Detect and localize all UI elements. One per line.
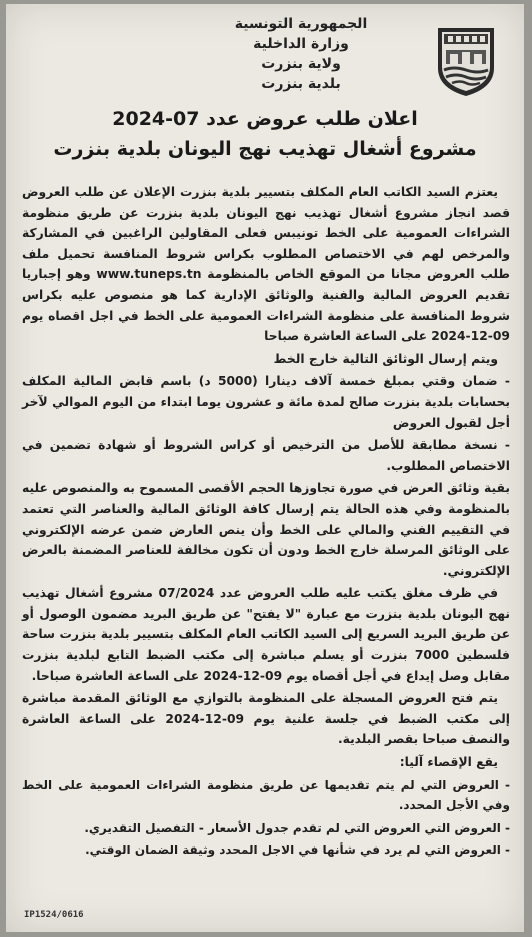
tender-number-title: اعلان طلب عروض عدد 07-2024	[112, 108, 418, 130]
municipality-coat-of-arms-icon	[434, 24, 498, 98]
republic-name: الجمهورية التونسية	[234, 16, 368, 32]
intro-paragraph: يعتزم السيد الكاتب العام المكلف بتسيير بلدية بنزرت الإعلان عن طلب العروض قصد انجاز مشروع أشغال تهذيب نهج اليونان بلدية بنزرت عن طريق منظومة الشراءات العمومية على الخط تونيبس فعلى المقاولين الراغبين في المشاركة والمرخص لهم في الاختصاص المطلوب بكراس شروط المنافسة تحميل ملف طلب العروض مجانا من الموقع الخاص بالمنظومة www.tuneps.tn وهو إجباريا تقديم العروض المالية والفنية والوثائق الإدارية كما هو منصوص عليه بكراس شروط المنافسة على منظومة الشراءات العمومية على الخط في اجل اقصاه يوم 09-12-2024 على الساعة العاشرة صباحا	[22, 185, 510, 344]
ministry-name: وزارة الداخلية	[253, 36, 349, 52]
notice-title	[16, 104, 514, 164]
license-copy-item: - نسخة مطابقة للأصل من الترخيص أو كراس الشروط أو شهادة تضمين في الاختصاص المطلوب.	[22, 438, 510, 473]
opening-session-paragraph: يتم فتح العروض المسجلة على المنظومة بالتوازي مع الوثائق المقدمة مباشرة إلى مكتب الضبط في جلسة علنية يوم 09-12-2024 على الساعة العاشرة والنصف صباحا بقصر البلدية.	[22, 691, 511, 747]
notice-body	[22, 182, 510, 863]
remaining-documents-paragraph: بقية وثائق العرض في صورة تجاوزها الحجم الأقصى المسموح به والمنصوص عليه بالمنظومة وفي هذه الحالة يتم إرسال كافة الوثائق المالية والعناصر التي تعتمد في التقييم الفني والمالي على الخط وأن ينص العارض ضمن عرضه الإلكتروني على الوثائق المرسلة خارج الخط ودون أن تكون مخالفة للعناصر المضمنة بالعرض الإلكتروني.	[22, 481, 510, 578]
exclusion-item-1: - العروض التي لم يتم تقديمها عن طريق منظومة الشراءات العمومية على الخط وفي الأجل المحدد.	[22, 777, 510, 813]
submission-paragraph: في ظرف مغلق يكتب عليه طلب العروض عدد 07/2024 مشروع أشغال تهذيب نهج اليونان بلدية بنزرت مع عبارة "لا يفتح" عن طريق البريد مضمون الوصول أو عن طريق البريد السريع إلى السيد الكاتب العام المكلف بتسيير بلدية بنزرت ساحة فلسطين 7000 بنزرت أو يسلم مباشرة إلى مكتب الضبط التابع لبلدية بنزرت مقابل وصل إيداع في أجل أقصاه يوم 09-12-2024 على الساعة العاشرة صباحا.	[22, 586, 510, 683]
issuer-header	[196, 14, 406, 94]
guarantee-item: - ضمان وقتي بمبلغ خمسة آلاف دينارا (5000 د) باسم قابض المالية المكلف بحسابات بلدية بنزرت صالح لمدة مائة و عشرون يوما ابتداء من اليوم الموالي لآخر أجل لقبول العروض	[22, 374, 510, 430]
exclusion-heading: يقع الإقصاء آليا:	[399, 755, 498, 770]
municipality-name: بلدية بنزرت	[261, 76, 341, 92]
newspaper-notice	[6, 4, 524, 932]
exclusion-item-2: - العروض التي العروض التي لم تقدم جدول الأسعار - التفصيل التقديري.	[84, 820, 510, 835]
exclusion-item-3: - العروض التي لم يرد في شأنها في الاجل المحدد وثيقة الضمان الوقتي.	[85, 843, 510, 858]
governorate-name: ولاية بنزرت	[261, 56, 341, 72]
publication-reference: IP1524/0616	[24, 910, 84, 920]
project-title: مشروع أشغال تهذيب نهج اليونان بلدية بنزرت	[53, 138, 477, 160]
offline-documents-heading: ويتم إرسال الوثائق التالية خارج الخط	[273, 351, 498, 366]
